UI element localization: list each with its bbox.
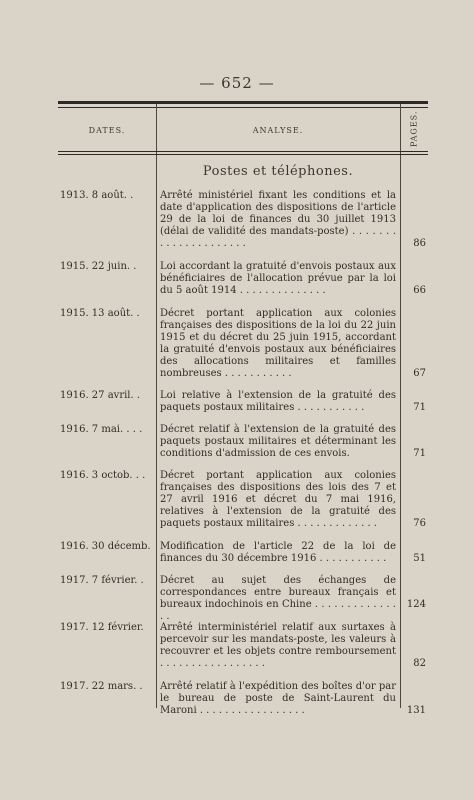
row-date: 1913. 8 août. . xyxy=(60,190,134,201)
row-analyse: Loi accordant la gratuité d'envois postaux aux bénéficiaires de l'allocation prévue par la loi du 5 août 1914 . . . . . . . . . . . . . . xyxy=(160,261,396,296)
header-dates: DATES. xyxy=(88,126,126,135)
row-page: 51 xyxy=(413,553,426,564)
row-page: 71 xyxy=(413,448,426,459)
row-analyse: Décret au sujet des échanges de correspondances entre bureaux français et bureaux indochinois en Chine . . . . . . . . . . . . . . . xyxy=(160,575,396,622)
header-rule xyxy=(58,151,428,152)
row-analyse: Loi relative à l'extension de la gratuité des paquets postaux militaires . . . . . . . . . . . xyxy=(160,390,396,413)
row-date: 1915. 13 août. . xyxy=(60,308,140,319)
header-analyse: ANALYSE. xyxy=(252,126,304,135)
row-page: 71 xyxy=(413,402,426,413)
column-divider xyxy=(156,104,157,708)
row-page: 131 xyxy=(406,705,426,716)
page-number: — 652 — xyxy=(199,74,275,92)
row-date: 1916. 27 avril. . xyxy=(60,390,141,401)
row-date: 1916. 3 octob. . . xyxy=(60,470,146,481)
row-analyse: Arrêté interministériel relatif aux surtaxes à percevoir sur les mandats-poste, les valeurs à recouvrer et les objets contre remboursement . . . . . . . . . . . . . . . . . xyxy=(160,622,396,669)
row-date: 1916. 7 mai. . . . xyxy=(60,424,143,435)
row-analyse: Arrêté relatif à l'expédition des boîtes d'or par le bureau de poste de Saint-Laurent du Maroni . . . . . . . . . . . . . . . . . xyxy=(160,681,396,716)
row-date: 1916. 30 décemb. xyxy=(60,541,151,552)
row-page: 82 xyxy=(413,658,426,669)
row-date: 1915. 22 juin. . xyxy=(60,261,137,272)
row-date: 1917. 7 février. . xyxy=(60,575,144,586)
header-rule xyxy=(58,154,428,155)
header-pages: PAGES. xyxy=(409,110,419,148)
row-page: 124 xyxy=(406,599,426,610)
row-analyse: Arrêté ministériel fixant les conditions et la date d'application des dispositions de l'article 29 de la loi de finances du 30 juillet 1913 (délai de validité des mandats-poste) . . . . . . . . . . . . . . . . . . . . . xyxy=(160,190,396,249)
row-page: 86 xyxy=(413,238,426,249)
section-title: Postes et téléphones. xyxy=(202,164,354,179)
row-analyse: Décret portant application aux colonies françaises des dispositions de la loi du 22 juin 1915 et du décret du 25 juin 1915, accordant la gratuité d'envois postaux aux bénéficiaires des allocations militaires et familles nombreuses . . . . . . . . . . . xyxy=(160,308,396,379)
row-analyse: Décret relatif à l'extension de la gratuité des paquets postaux militaires et déterminant les conditions d'admission de ces envois. xyxy=(160,424,396,459)
row-page: 66 xyxy=(413,285,426,296)
row-date: 1917. 22 mars. . xyxy=(60,681,143,692)
index-table xyxy=(58,101,428,716)
row-analyse: Modification de l'article 22 de la loi de finances du 30 décembre 1916 . . . . . . . . . . . xyxy=(160,541,396,564)
row-page: 67 xyxy=(413,368,426,379)
row-date: 1917. 12 février. xyxy=(60,622,144,633)
row-analyse: Décret portant application aux colonies françaises des dispositions des lois des 7 et 27 avril 1916 et décret du 7 mai 1916, relatives à l'extension de la gratuité des paquets postaux militaires . . . . . . . . . . . . . xyxy=(160,470,396,529)
row-page: 76 xyxy=(413,518,426,529)
